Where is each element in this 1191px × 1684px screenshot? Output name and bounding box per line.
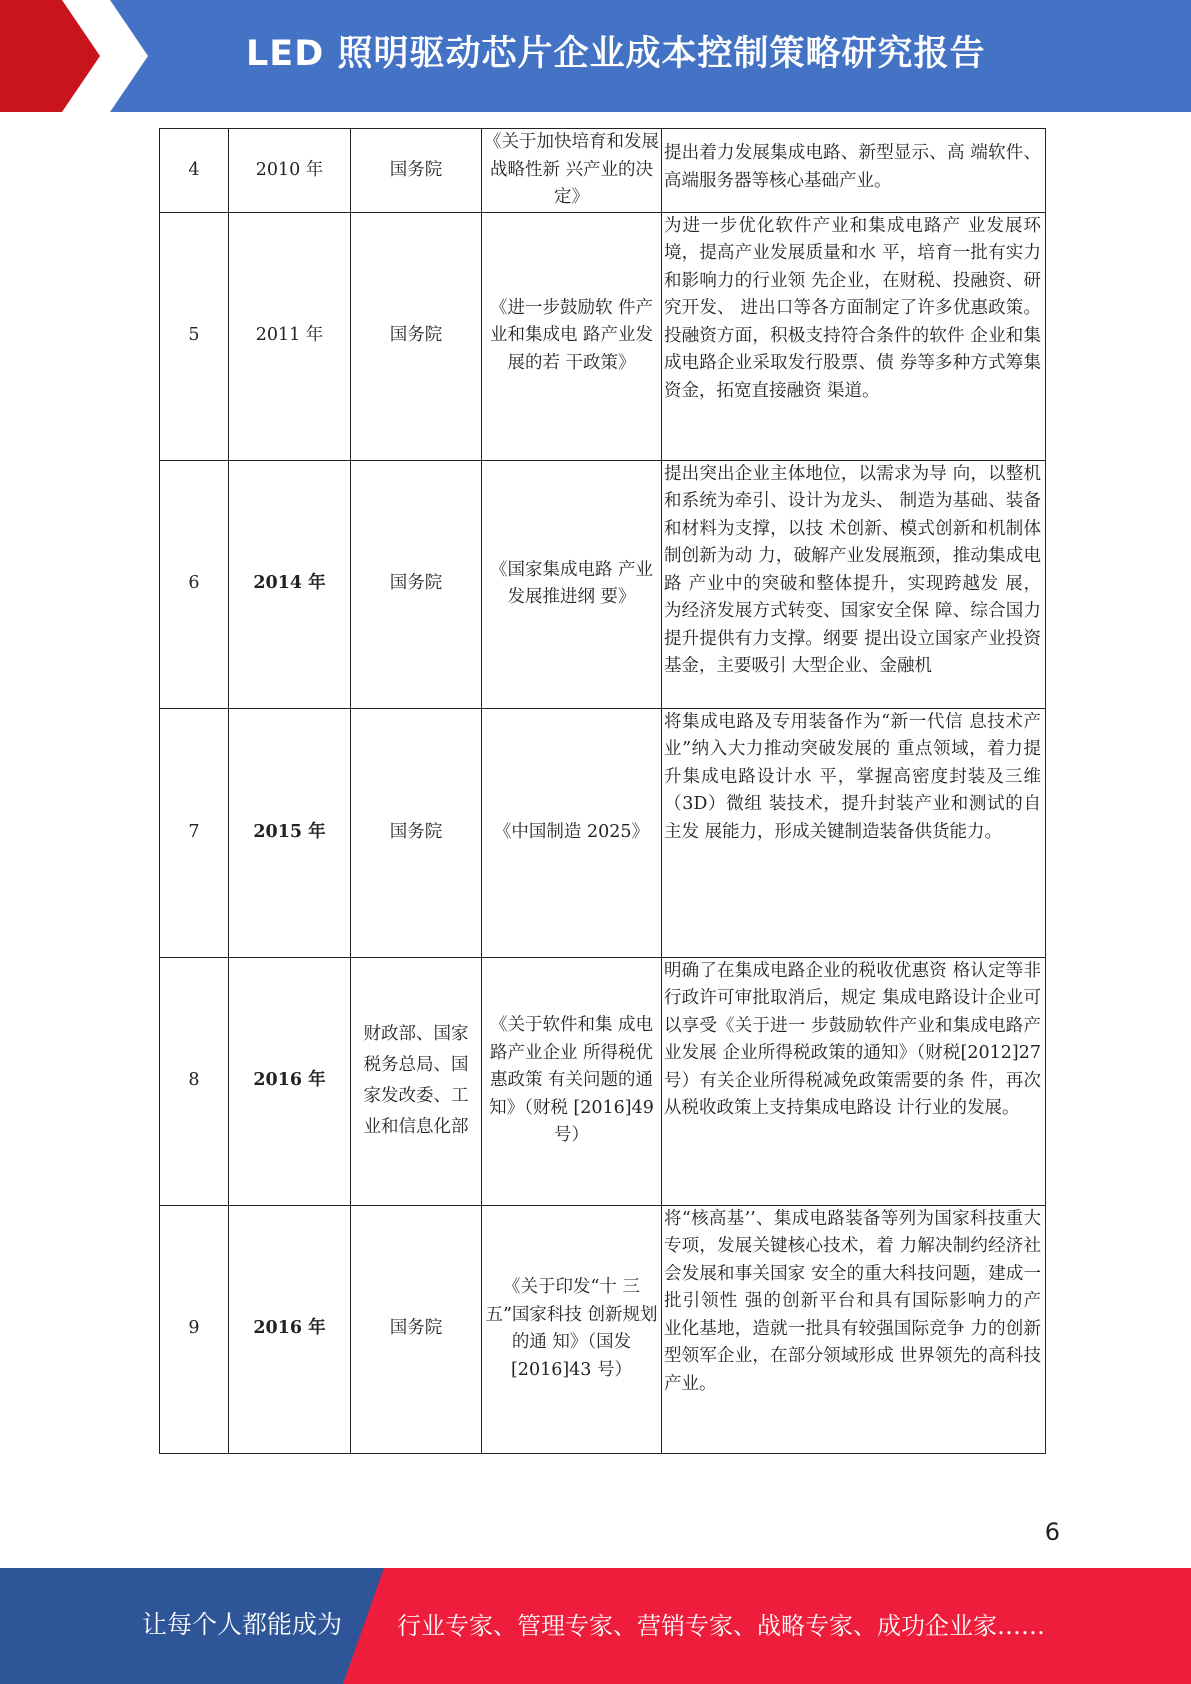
- row-department: 财政部、国家税务总局、国家发改委、工业和信息化部: [363, 1024, 469, 1137]
- row-index: 7: [160, 708, 229, 957]
- row-document-name: 《关于加快培育和发展战略性新 兴产业的决定》: [482, 129, 662, 213]
- table-row: [160, 460, 1046, 708]
- row-index: 5: [160, 212, 229, 460]
- row-department: 国务院: [351, 708, 482, 957]
- row-index: 9: [160, 1205, 229, 1453]
- header-banner: [0, 0, 1191, 112]
- footer-banner: [0, 1568, 1191, 1684]
- table-row: [160, 1205, 1046, 1453]
- row-description: 将“核高基’’、集成电路装备等列为国家科技重大专项，发展关键核心技术，着 力解决制约经济社会发展和事关国家 安全的重大科技问题，建成一批引领性 强的创新平台和具有国际影响力的产 业化基地，造就一批具有较强国际竞争 力的创新型领军企业，在部分领域形成 世界领先的高科技产业。: [664, 1208, 1041, 1394]
- row-year: 2010 年: [229, 129, 351, 213]
- row-department: 国务院: [351, 1205, 482, 1453]
- report-title: LED 照明驱动芯片企业成本控制策略研究报告: [246, 34, 986, 74]
- row-document-name: 《进一步鼓励软 件产业和集成电 路产业发展的若 干政策》: [482, 212, 662, 460]
- row-document-name: 《关于印发“十 三五”国家科技 创新规划的通 知》（国发 [2016]43 号）: [482, 1205, 662, 1453]
- row-index: 4: [160, 129, 229, 213]
- table-row: [160, 708, 1046, 957]
- row-document-name: 《关于软件和集 成电路产业企业 所得税优惠政策 有关问题的通 知》（财税 [2016]49 号）: [482, 957, 662, 1205]
- table-row: [160, 129, 1046, 213]
- row-department: 国务院: [351, 460, 482, 708]
- row-year: 2014 年: [229, 460, 351, 708]
- row-department: 国务院: [351, 129, 482, 213]
- table-row: [160, 957, 1046, 1205]
- row-description: 明确了在集成电路企业的税收优惠资 格认定等非行政许可审批取消后，规定 集成电路设计企业可以享受《关于进一 步鼓励软件产业和集成电路产业发展 企业所得税政策的通知》（财税[2012]27 号）有关企业所得税减免政策需要的条 件，再次从税收政策上支持集成电路设 计行业的发展。: [664, 960, 1041, 1118]
- row-year: 2016 年: [229, 957, 351, 1205]
- row-department: 国务院: [351, 212, 482, 460]
- table-row: [160, 212, 1046, 460]
- row-description: 将集成电路及专用装备作为“新一代信 息技术产业”纳入大力推动突破发展的 重点领域，着力提升集成电路设计水 平，掌握高密度封装及三维（3D）微组 装技术，提升封装产业和测试的自主发 展能力，形成关键制造装备供货能力。: [664, 711, 1041, 842]
- row-description: 提出着力发展集成电路、新型显示、高 端软件、高端服务器等核心基础产业。: [664, 143, 1041, 191]
- footer-slogan-right: 行业专家、管理专家、营销专家、战略专家、成功企业家……: [397, 1612, 1045, 1640]
- row-year: 2016 年: [229, 1205, 351, 1453]
- footer-slogan-left: 让每个人都能成为: [142, 1610, 343, 1639]
- policy-table: [159, 128, 1046, 1454]
- row-document-name: 《国家集成电路 产业发展推进纲 要》: [482, 460, 662, 708]
- row-index: 8: [160, 957, 229, 1205]
- row-index: 6: [160, 460, 229, 708]
- page-number: 6: [1044, 1518, 1060, 1546]
- row-description: 提出突出企业主体地位，以需求为导 向，以整机和系统为牵引、设计为龙头、 制造为基础、装备和材料为支撑，以技 术创新、模式创新和机制体制创新为动 力，破解产业发展瓶颈，推动集成电路 产业中的突破和整体提升，实现跨越发 展，为经济发展方式转变、国家安全保 障、综合国力提升提供有力支撑。纲要 提出设立国家产业投资基金，主要吸引 大型企业、金融机: [664, 463, 1041, 676]
- row-year: 2011 年: [229, 212, 351, 460]
- row-year: 2015 年: [229, 708, 351, 957]
- row-description: 为进一步优化软件产业和集成电路产 业发展环境，提高产业发展质量和水 平，培育一批有实力和影响力的行业领 先企业，在财税、投融资、研究开发、 进出口等各方面制定了许多优惠政策。 投融资方面，积极支持符合条件的软件 企业和集成电路企业采取发行股票、债 券等多种方式筹集资金，拓宽直接融资 渠道。: [664, 215, 1041, 401]
- row-document-name: 《中国制造 2025》: [482, 708, 662, 957]
